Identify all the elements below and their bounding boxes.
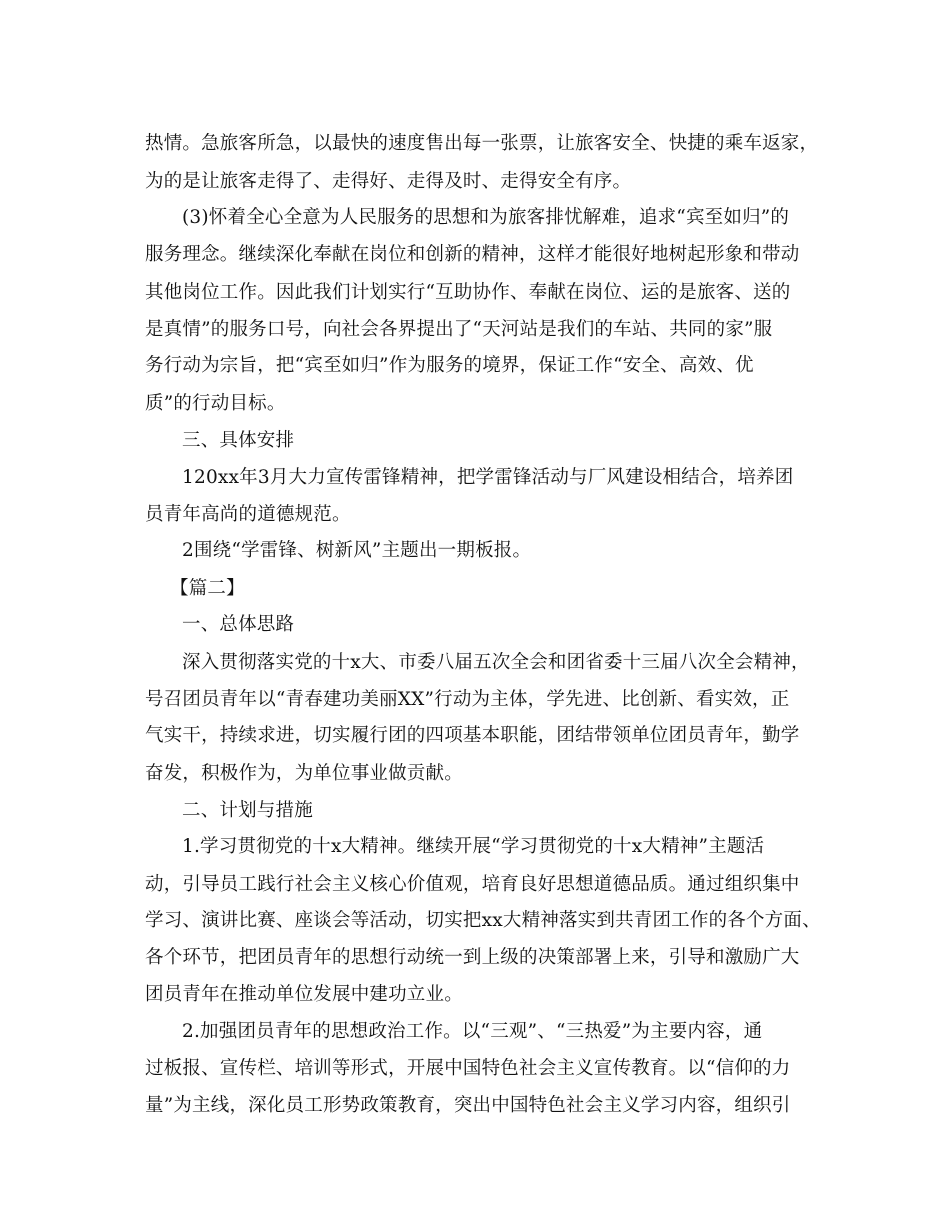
text-line: 热情。急旅客所急，以最快的速度售出每一张票，让旅客安全、快捷的乘车返家， <box>145 133 819 154</box>
text-line: 号召团员青年以“青春建功美丽XX”行动为主体，学先进、比创新、看实效，正 <box>145 689 790 710</box>
text-line: 质”的行动目标。 <box>145 393 286 414</box>
text-line: 120xx年3月大力宣传雷锋精神，把学雷锋活动与厂风建设相结合，培养团 <box>182 467 794 488</box>
text-line: 员青年高尚的道德规范。 <box>145 504 351 525</box>
text-line: 学习、演讲比赛、座谈会等活动，切实把xx大精神落实到共青团工作的各个方面、 <box>145 910 821 931</box>
section-heading: 二、计划与措施 <box>182 800 313 821</box>
text-line: 服务理念。继续深化奉献在岗位和创新的精神，这样才能很好地树起形象和带动 <box>145 244 800 265</box>
text-line: (3)怀着全心全意为人民服务的思想和为旅客排忧解难，追求“宾至如归”的 <box>182 207 790 228</box>
text-line: 奋发，积极作为，为单位事业做贡献。 <box>145 763 463 784</box>
text-line: 为的是让旅客走得了、走得好、走得及时、走得安全有序。 <box>145 171 632 192</box>
text-line: 各个环节，把团员青年的思想行动统一到上级的决策部署上来，引导和激励广大 <box>145 947 800 968</box>
text-line: 过板报、宣传栏、培训等形式，开展中国特色社会主义宣传教育。以“信仰的力 <box>145 1058 791 1079</box>
text-line: 动，引导员工践行社会主义核心价值观，培育良好思想道德品质。通过组织集中 <box>145 874 800 895</box>
text-line: 量”为主线，深化员工形势政策教育，突出中国特色社会主义学习内容，组织引 <box>145 1095 791 1116</box>
text-line: 深入贯彻落实党的十x大、市委八届五次全会和团省委十三届八次全会精神， <box>182 652 810 673</box>
section-heading: 三、具体安排 <box>182 430 295 451</box>
text-line: 2围绕“学雷锋、树新风”主题出一期板报。 <box>182 540 532 561</box>
text-line: 团员青年在推动单位发展中建功立业。 <box>145 984 463 1005</box>
text-line: 是真情”的服务口号，向社会各界提出了“天河站是我们的车站、共同的家”服 <box>145 319 773 340</box>
text-line: 其他岗位工作。因此我们计划实行“互助协作、奉献在岗位、运的是旅客、送的 <box>145 282 791 303</box>
text-line: 2.加强团员青年的思想政治工作。以“三观”、“三热爱”为主要内容，通 <box>182 1021 763 1042</box>
section-heading: 一、总体思路 <box>182 614 295 635</box>
part-heading: 【篇二】 <box>170 578 245 599</box>
text-line: 1.学习贯彻党的十x大精神。继续开展“学习贯彻党的十x大精神”主题活 <box>182 836 765 857</box>
text-line: 气实干，持续求进，切实履行团的四项基本职能，团结带领单位团员青年，勤学 <box>145 725 800 746</box>
text-line: 务行动为宗旨，把“宾至如归”作为服务的境界，保证工作“安全、高效、优 <box>145 355 754 376</box>
